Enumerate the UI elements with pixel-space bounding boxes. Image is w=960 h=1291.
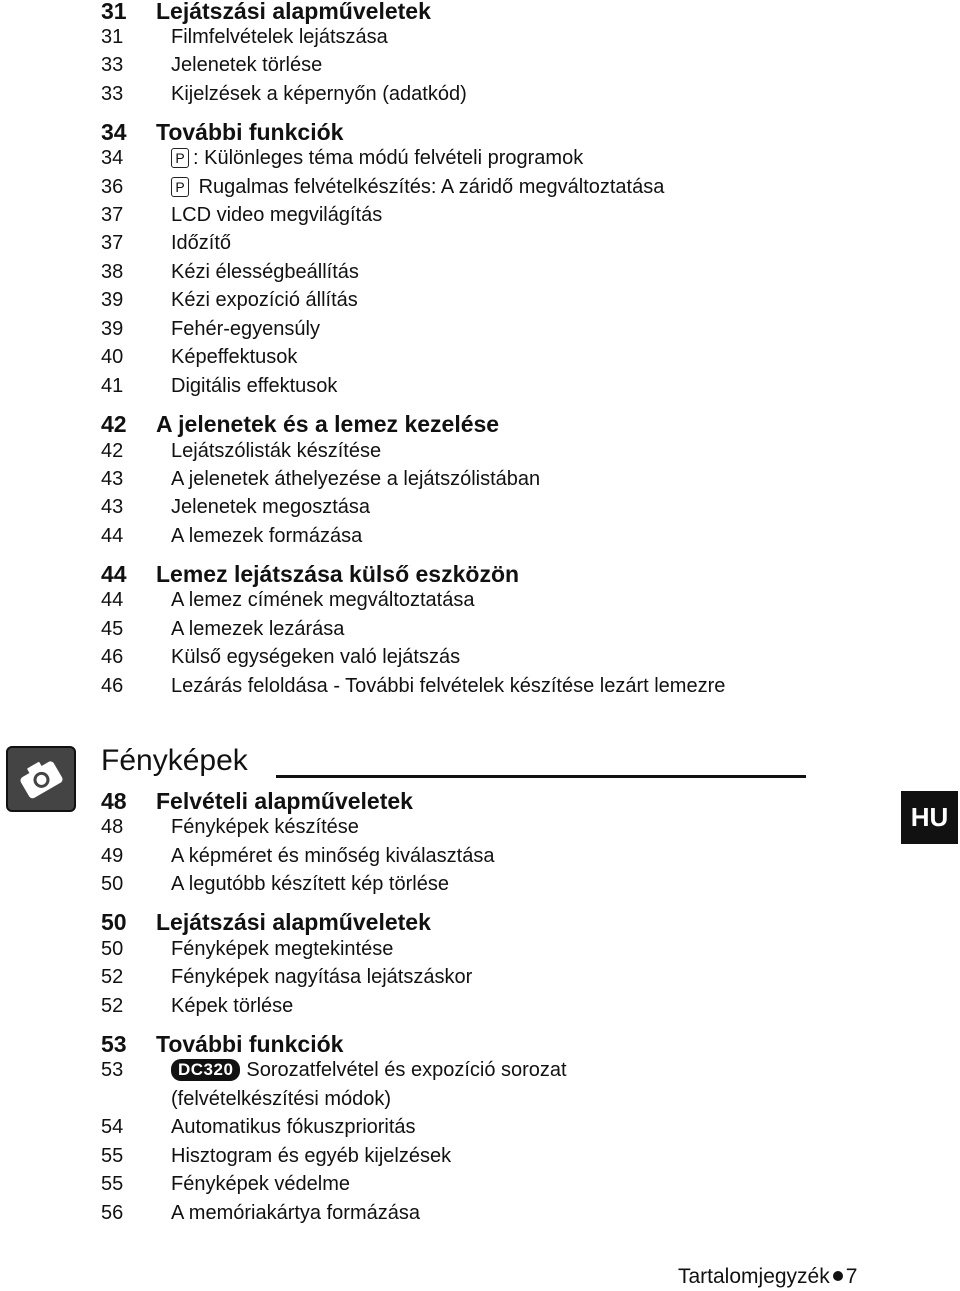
toc-item-page: 33 [101, 83, 124, 105]
footer-label: Tartalomjegyzék [678, 1265, 830, 1288]
toc-item-text: Képeffektusok [171, 346, 298, 368]
toc-item-text: Filmfelvételek lejátszása [171, 26, 388, 48]
toc-item-text: Automatikus fókuszprioritás [171, 1116, 416, 1138]
program-p-icon: P [171, 177, 189, 197]
toc-item-page: 55 [101, 1145, 124, 1167]
model-badge: DC320 [171, 1059, 240, 1081]
toc-item-page: 39 [101, 289, 124, 311]
toc-heading-title: További funkciók [156, 1031, 344, 1057]
toc-item-page: 52 [101, 966, 124, 988]
toc-item-text: Hisztogram és egyéb kijelzések [171, 1145, 452, 1167]
toc-item-text: (felvételkészítési módok) [171, 1088, 392, 1110]
section-rule [276, 775, 806, 778]
toc-item-page: 39 [101, 318, 124, 340]
camera-icon [6, 746, 76, 812]
toc-item-text: Kijelzések a képernyőn (adatkód) [171, 83, 467, 105]
program-p-icon: P [171, 148, 189, 168]
toc-item-text: A lemezek formázása [171, 525, 363, 547]
toc-item-page: 43 [101, 496, 124, 518]
toc-item-page: 50 [101, 938, 124, 960]
toc-item-text: Képek törlése [171, 995, 294, 1017]
toc-item-page: 34 [101, 147, 124, 169]
toc-item-text: A legutóbb készített kép törlése [171, 873, 449, 895]
toc-item-page: 53 [101, 1059, 124, 1081]
toc-item-text: Jelenetek törlése [171, 54, 323, 76]
toc-item-text: A jelenetek áthelyezése a lejátszólistában [171, 468, 541, 490]
toc-heading-title: Felvételi alapműveletek [156, 788, 413, 814]
toc-item-page: 44 [101, 589, 124, 611]
section-title: Fényképek [101, 744, 248, 777]
footer-page-number: 7 [845, 1265, 858, 1288]
toc-item-text: Kézi élességbeállítás [171, 261, 359, 283]
toc-item-page: 48 [101, 816, 124, 838]
toc-item-label: Rugalmas felvételkészítés: A záridő megváltoztatása [198, 176, 665, 198]
toc-item-text: LCD video megvilágítás [171, 204, 383, 226]
toc-item-text: Jelenetek megosztása [171, 496, 371, 518]
toc-item-text: Digitális effektusok [171, 375, 338, 397]
toc-heading-page: 48 [101, 788, 127, 814]
toc-item-page: 33 [101, 54, 124, 76]
toc-item-page: 37 [101, 232, 124, 254]
toc-item-page: 40 [101, 346, 124, 368]
toc-item-text [171, 1059, 567, 1082]
toc-heading-page: 44 [101, 561, 127, 587]
toc-item-page: 54 [101, 1116, 124, 1138]
toc-heading-title: Lejátszási alapműveletek [156, 0, 431, 24]
toc-item-page: 41 [101, 375, 124, 397]
toc-item-label: Sorozatfelvétel és expozíció sorozat [246, 1059, 567, 1081]
toc-item-text: Fényképek védelme [171, 1173, 350, 1195]
toc-item-label: : Különleges téma módú felvételi programok [193, 147, 584, 169]
toc-heading-page: 50 [101, 909, 127, 935]
toc-heading-title: További funkciók [156, 119, 344, 145]
toc-item-page: 37 [101, 204, 124, 226]
toc-item-page: 50 [101, 873, 124, 895]
toc-item-text: A lemezek lezárása [171, 618, 345, 640]
toc-heading-page: 34 [101, 119, 127, 145]
toc-item-page: 38 [101, 261, 124, 283]
toc-item-text: Kézi expozíció állítás [171, 289, 358, 311]
toc-item-page: 42 [101, 440, 124, 462]
bullet-icon [833, 1271, 843, 1281]
toc-item-page: 45 [101, 618, 124, 640]
toc-item-text [171, 176, 664, 199]
toc-heading-page: 31 [101, 0, 127, 24]
toc-item-text: Lezárás feloldása - További felvételek készítése lezárt lemezre [171, 675, 726, 697]
toc-heading-page: 53 [101, 1031, 127, 1057]
toc-heading-title: Lemez lejátszása külső eszközön [156, 561, 520, 587]
toc-item-page: 46 [101, 675, 124, 697]
toc-item-text: Fényképek nagyítása lejátszáskor [171, 966, 473, 988]
toc-item-page: 31 [101, 26, 124, 48]
toc-item-page: 44 [101, 525, 124, 547]
toc-item-page: 43 [101, 468, 124, 490]
toc-item-text: Külső egységeken való lejátszás [171, 646, 461, 668]
toc-item-text: Fényképek készítése [171, 816, 359, 838]
toc-heading-page: 42 [101, 411, 127, 437]
toc-item-text [171, 147, 583, 170]
language-tab: HU [901, 791, 958, 844]
toc-item-page: 49 [101, 845, 124, 867]
toc-item-page: 55 [101, 1173, 124, 1195]
toc-item-text: A memóriakártya formázása [171, 1202, 420, 1224]
toc-item-page: 52 [101, 995, 124, 1017]
toc-item-text: Fehér-egyensúly [171, 318, 320, 340]
toc-item-text: A képméret és minőség kiválasztása [171, 845, 495, 867]
toc-heading-title: Lejátszási alapműveletek [156, 909, 431, 935]
toc-item-text: A lemez címének megváltoztatása [171, 589, 475, 611]
toc-item-text: Lejátszólisták készítése [171, 440, 382, 462]
toc-item-page: 56 [101, 1202, 124, 1224]
page-footer [678, 1265, 857, 1289]
toc-item-page: 46 [101, 646, 124, 668]
toc-heading-title: A jelenetek és a lemez kezelése [156, 411, 500, 437]
toc-item-page: 36 [101, 176, 124, 198]
toc-item-text: Időzítő [171, 232, 232, 254]
toc-item-text: Fényképek megtekintése [171, 938, 394, 960]
